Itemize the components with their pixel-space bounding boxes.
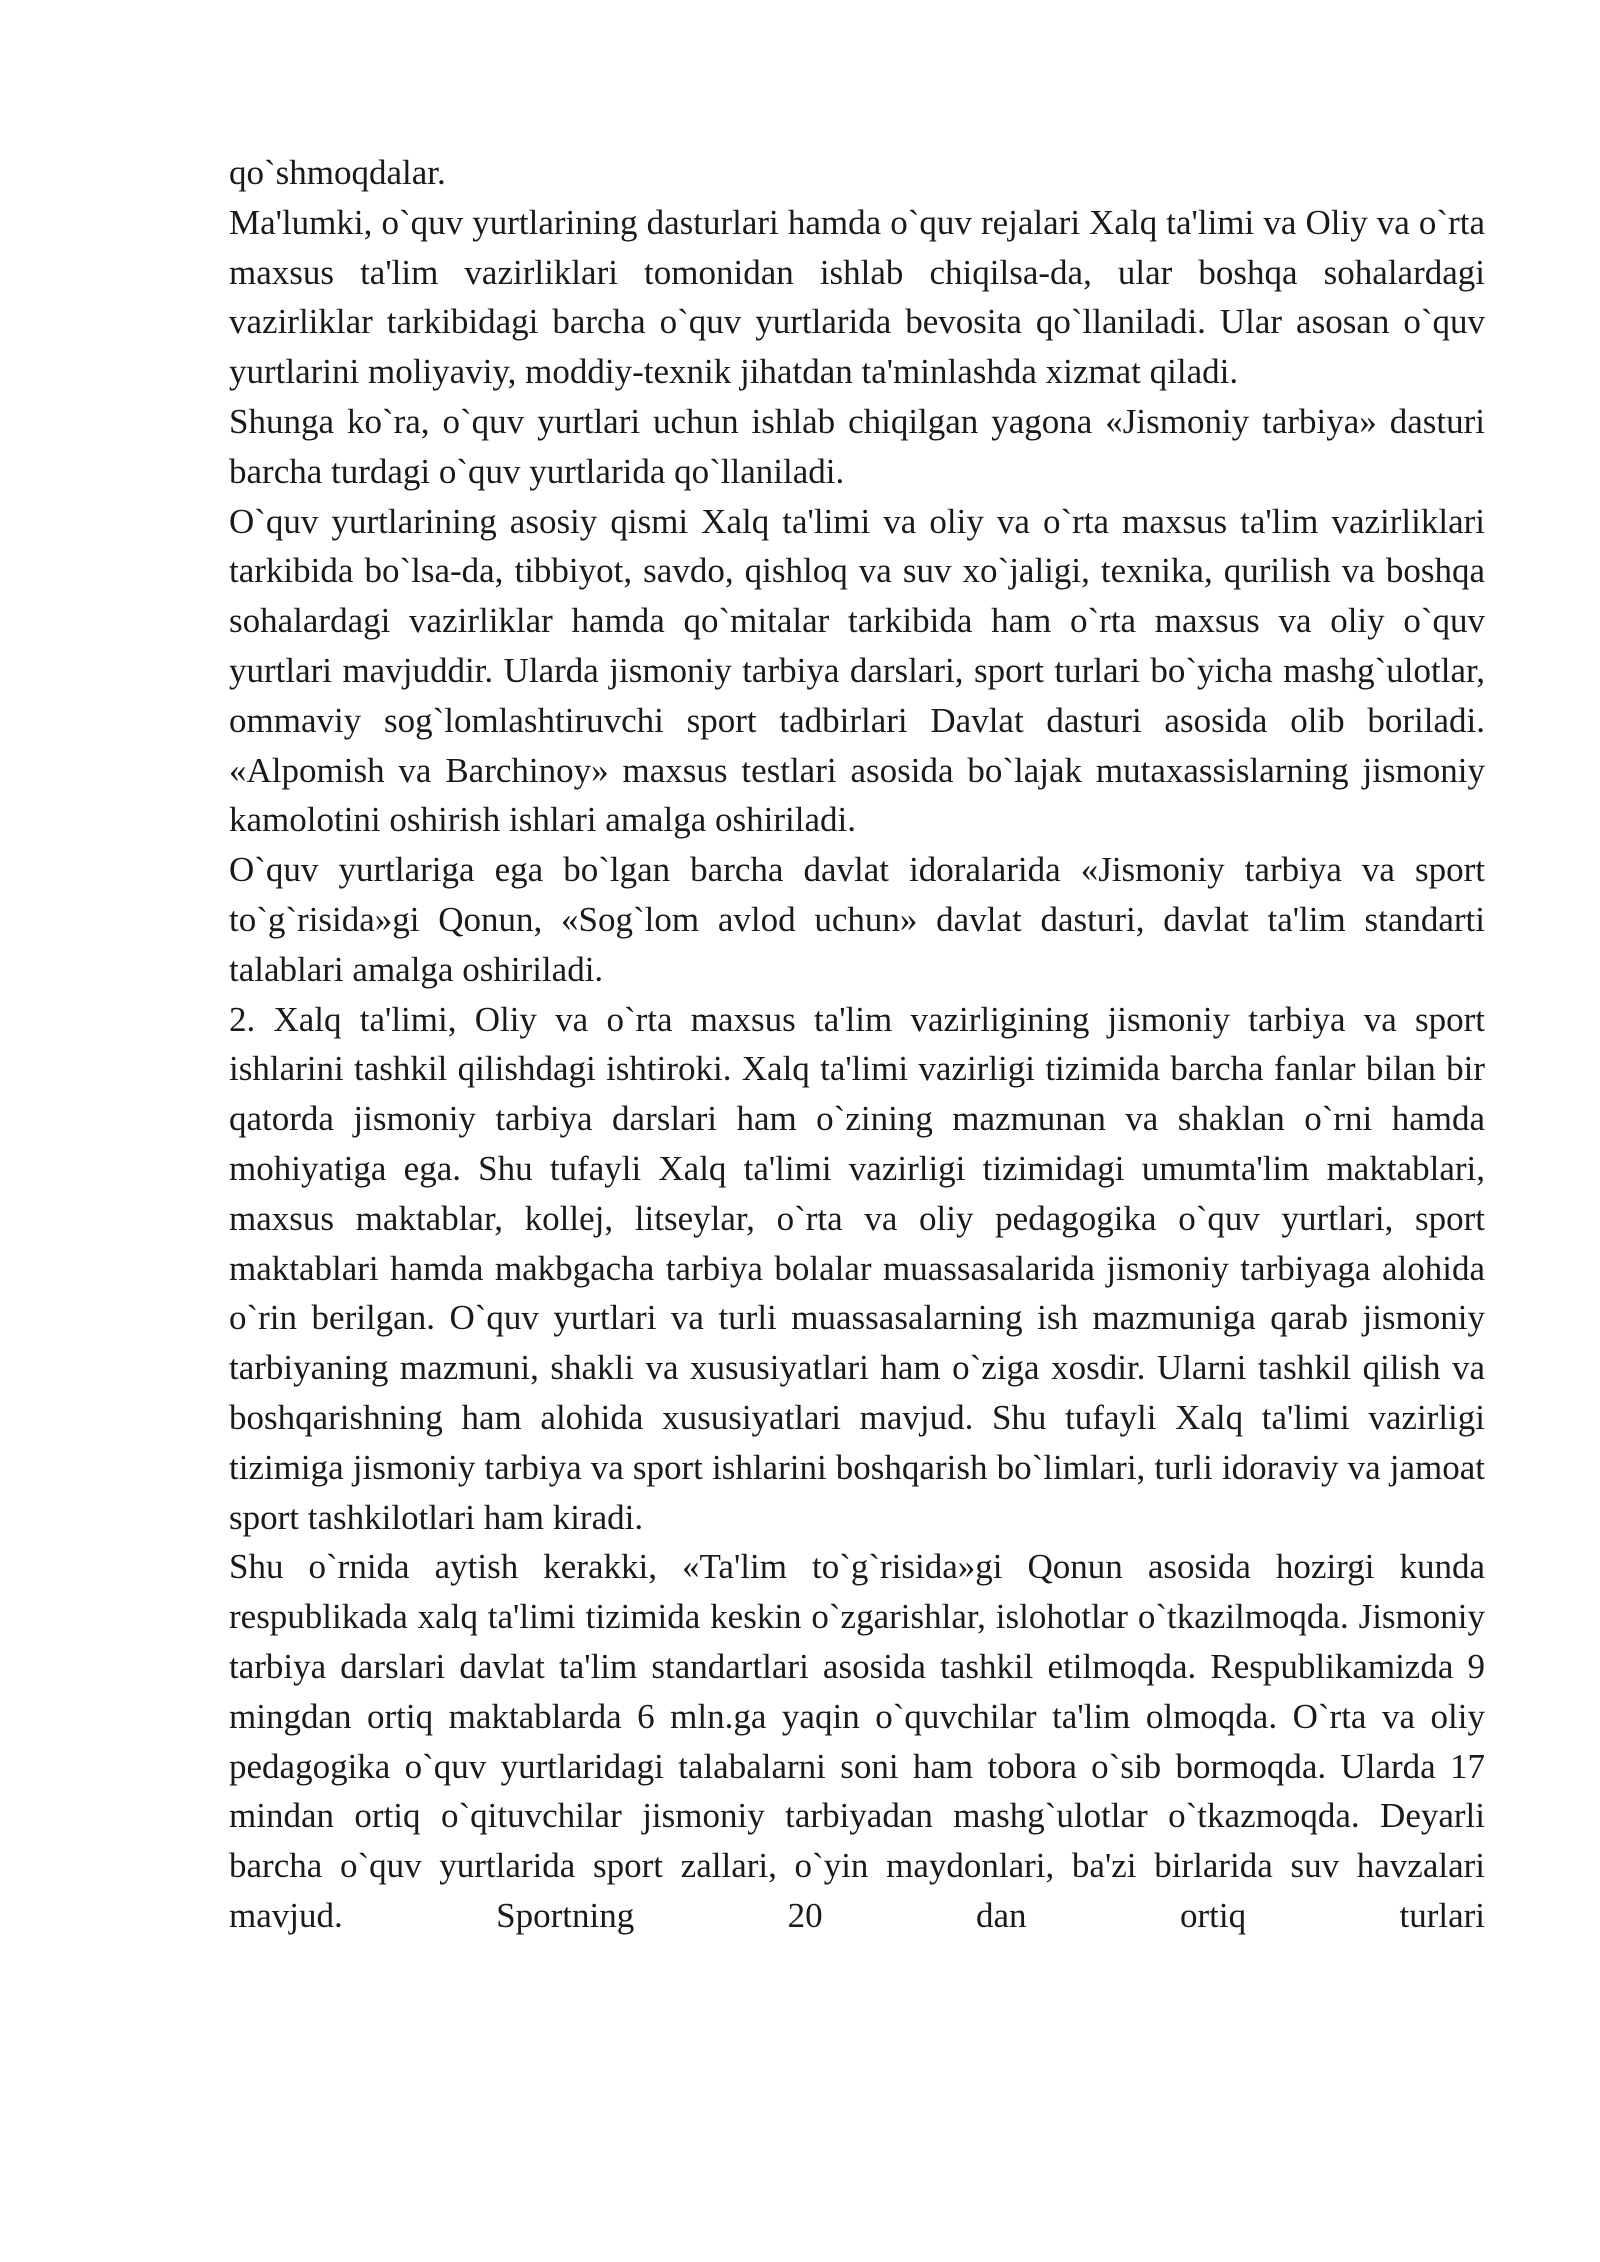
paragraph: qo`shmoqdalar. [229,153,446,192]
paragraph: Shunga ko`ra, o`quv yurtlari uchun ishlab chiqilgan yagona «Jismoniy tarbiya» dasturi barcha turdagi o`quv yurtlarida qo`llaniladi. [229,401,1485,491]
paragraph: 2. Xalq ta'limi, Oliy va o`rta maxsus ta'lim vazirligining jismoniy tarbiya va sport ishlarini tashkil qilishdagi ishtiroki. Xalq ta'limi vazirligi tizimida barcha fanlar bilan bir qatorda jismoniy tarbiya darslari ham o`zining mazmunan va shaklan o`rni hamda mohiyatiga ega. Shu tufayli Xalq ta'limi vazirligi tizimidagi umumta'lim maktablari, maxsus maktablar, kollej, litseylar, o`rta va oliy pedagogika o`quv yurtlari, sport maktablari hamda makbgacha tarbiya bolalar muassasalarida jismoniy tarbiyaga alohida o`rin berilgan. O`quv yurtlari va turli muassasalarning ish mazmuniga qarab jismoniy tarbiyaning mazmuni, shakli va xususiyatlari ham o`ziga xosdir. Ularni tashkil qilish va boshqarishning ham alohida xususiyatlari mavjud. Shu tufayli Xalq ta'limi vazirligi tizimiga jismoniy tarbiya va sport ishlarini boshqarish bo`limlari, turli idoraviy va jamoat sport tashkilotlari ham kiradi. [229,999,1485,1537]
paragraph: O`quv yurtlariga ega bo`lgan barcha davlat idoralarida «Jismoniy tarbiya va sport to`g`risida»gi Qonun, «Sog`lom avlod uchun» davlat dasturi, davlat ta'lim standarti talablari amalga oshiriladi. [229,850,1485,989]
paragraph: O`quv yurtlarining asosiy qismi Xalq ta'limi va oliy va o`rta maxsus ta'lim vazirliklari tarkibida bo`lsa-da, tibbiyot, savdo, qishloq va suv xo`jaligi, texnika, qurilish va boshqa sohalardagi vazirliklar hamda qo`mitalar tarkibida ham o`rta maxsus va oliy o`quv yurtlari mavjuddir. Ularda jismoniy tarbiya darslari, sport turlari bo`yicha mashg`ulotlar, ommaviy sog`lomlashtiruvchi sport tadbirlari Davlat dasturi asosida olib boriladi. «Alpomish va Barchinoy» maxsus testlari asosida bo`lajak mutaxassislarning jismoniy kamolotini oshirish ishlari amalga oshiriladi. [229,501,1485,840]
paragraph-last: Shu o`rnida aytish kerakki, «Ta'lim to`g`risida»gi Qonun asosida hozirgi kunda respublikada xalq ta'limi tizimida keskin o`zgarishlar, islohotlar o`tkazilmoqda. Jismoniy tarbiya darslari davlat ta'lim standartlari asosida tashkil etilmoqda. Respublikamizda 9 mingdan ortiq maktablarda 6 mln.ga yaqin o`quvchilar ta'lim olmoqda. O`rta va oliy pedagogika o`quv yurtlaridagi talabalarni soni ham tobora o`sib bormoqda. Ularda 17 mindan ortiq o`qituvchilar jismoniy tarbiyadan mashg`ulotlar o`tkazmoqda. Deyarli barcha o`quv yurtlarida sport zallari, o`yin maydonlari, ba'zi birlarida suv havzalari mavjud. Sportning 20 dan ortiq turlari [229,1547,1485,1935]
paragraph: Ma'lumki, o`quv yurtlarining dasturlari hamda o`quv rejalari Xalq ta'limi va Oliy va o`rta maxsus ta'lim vazirliklari tomonidan ishlab chiqilsa-da, ular boshqa sohalardagi vazirliklar tarkibidagi barcha o`quv yurtlarida bevosita qo`llaniladi. Ular asosan o`quv yurtlarini moliyaviy, moddiy-texnik jihatdan ta'minlashda xizmat qiladi. [229,202,1485,392]
document-body [229,148,1485,1941]
